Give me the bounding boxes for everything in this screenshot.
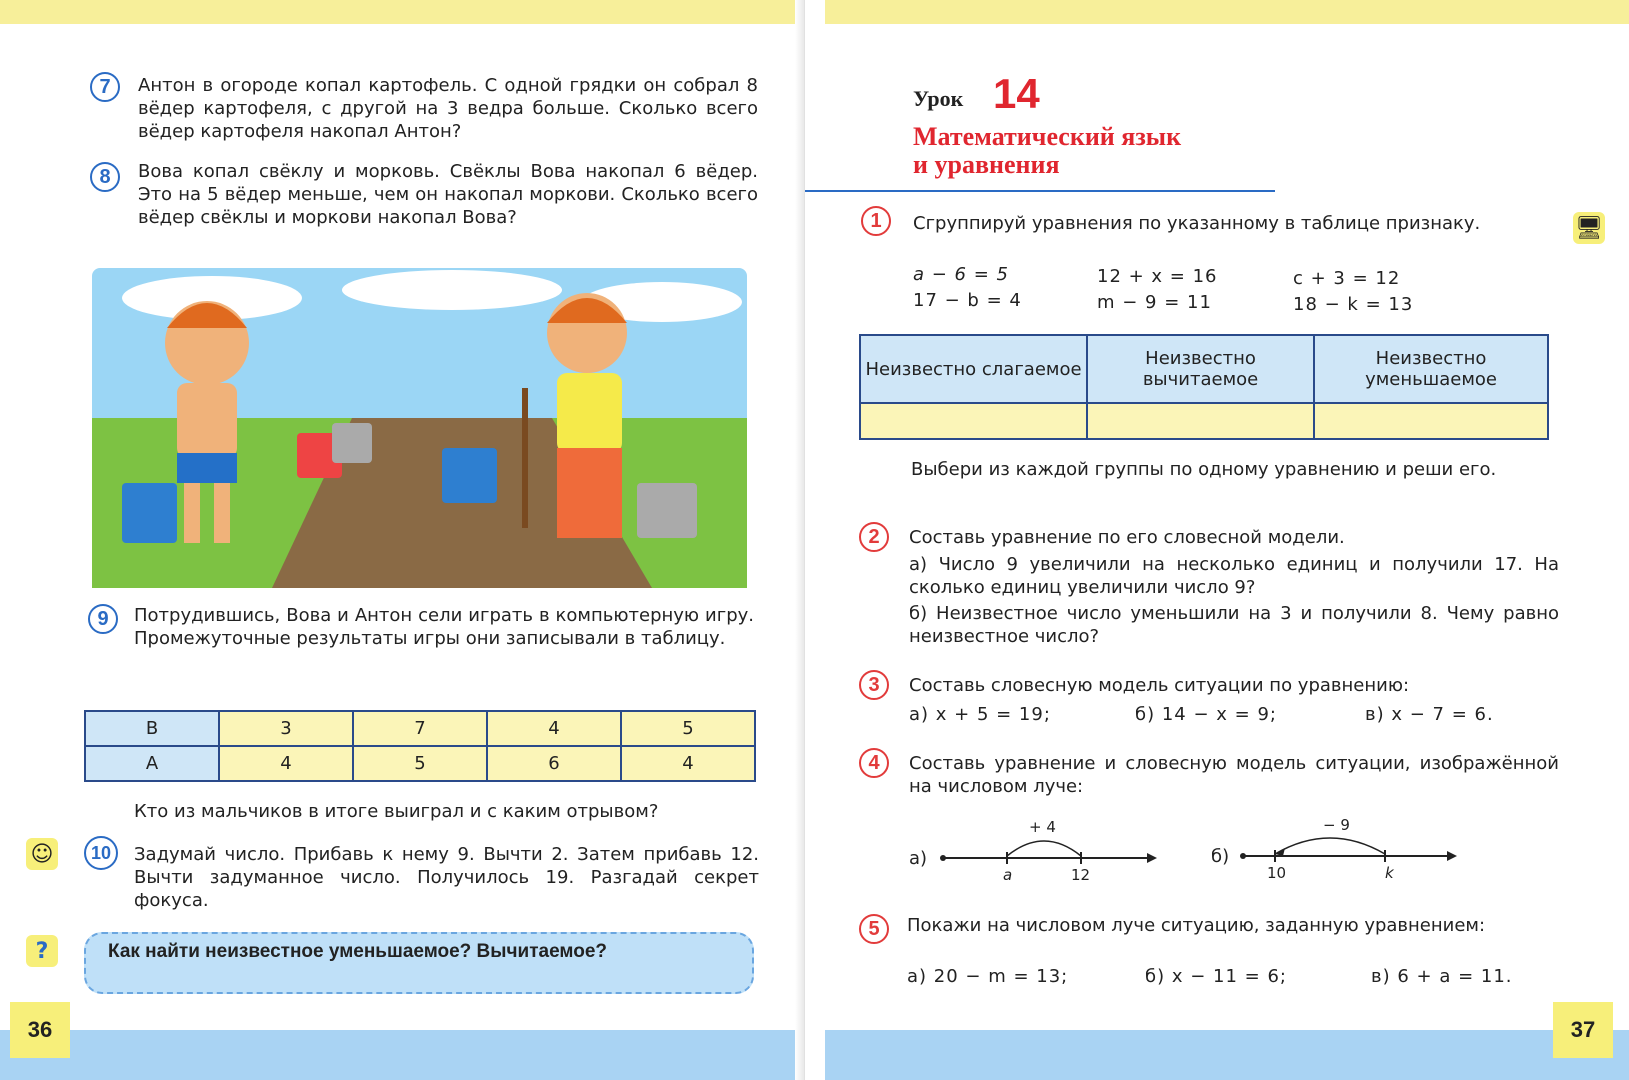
task-number-8: 8 bbox=[90, 162, 120, 192]
task-2-b: б) Неизвестное число уменьшили на 3 и получили 8. Чему равно неизвестное число? bbox=[909, 603, 1559, 647]
task-number-10: 10 bbox=[84, 836, 118, 870]
table-cell: 6 bbox=[487, 746, 621, 781]
lesson-word: Урок bbox=[913, 86, 964, 111]
illustration-boys-digging bbox=[92, 268, 747, 588]
task-4-text: Составь уравнение и словесную модель ситуации, изображённой на числовом луче: bbox=[909, 753, 1559, 797]
grouping-table bbox=[859, 334, 1549, 440]
table-cell: 5 bbox=[621, 711, 755, 746]
table-cell bbox=[860, 403, 1087, 439]
bottom-band bbox=[825, 1030, 1629, 1080]
number-line-a-label: а) bbox=[909, 848, 928, 869]
number-line-a-end: 12 bbox=[1071, 866, 1091, 884]
task-number-7: 7 bbox=[90, 72, 120, 102]
equation: c + 3 = 12 bbox=[1293, 268, 1401, 289]
task-number-1: 1 bbox=[861, 206, 891, 236]
task-5-text: Покажи на числовом луче ситуацию, заданную уравнением: bbox=[907, 915, 1486, 936]
table-cell: 4 bbox=[487, 711, 621, 746]
bottom-band bbox=[0, 1030, 805, 1080]
number-line-b-arc-label: − 9 bbox=[1323, 816, 1350, 834]
task-number-5: 5 bbox=[859, 914, 889, 944]
top-band bbox=[0, 0, 805, 24]
bucket-icon bbox=[122, 483, 177, 543]
task-2-text: Составь уравнение по его словесной модели. bbox=[909, 527, 1345, 548]
table-cell: 5 bbox=[353, 746, 487, 781]
computer-helper-icon: ☺ bbox=[26, 838, 58, 870]
row-label-a: А bbox=[85, 746, 219, 781]
equation: 18 − k = 13 bbox=[1293, 294, 1414, 315]
task-1-after: Выбери из каждой группы по одному уравнению и реши его. bbox=[911, 459, 1497, 480]
question-box: Как найти неизвестное уменьшаемое? Вычитаемое? bbox=[84, 932, 754, 994]
number-line-b-end: k bbox=[1385, 864, 1394, 882]
equation: a − 6 = 5 bbox=[913, 264, 1009, 285]
game-results-table bbox=[84, 710, 756, 782]
task-8-text: Вова копал свёклу и морковь. Свёклы Вова накопал 6 вёдер. Это на 5 вёдер меньше, чем он накопал моркови. Сколько всего вёдер свёклы и моркови накопал Вова? bbox=[138, 161, 758, 228]
equation: 12 + x = 16 bbox=[1097, 266, 1218, 287]
lesson-number: 14 bbox=[993, 70, 1040, 117]
task-9-question: Кто из мальчиков в итоге выиграл и с каким отрывом? bbox=[134, 801, 659, 822]
left-page bbox=[0, 0, 805, 1080]
equation: m − 9 = 11 bbox=[1097, 292, 1212, 313]
table-cell bbox=[1314, 403, 1548, 439]
number-line-b-label: б) bbox=[1211, 846, 1230, 867]
bucket-icon bbox=[442, 448, 497, 503]
table-row bbox=[860, 335, 1548, 403]
task-5-a: а) 20 − m = 13; bbox=[907, 966, 1069, 987]
computer-icon: 🖥 bbox=[1573, 212, 1605, 244]
task-number-4: 4 bbox=[859, 748, 889, 778]
lesson-title-line1: Математический язык bbox=[913, 122, 1182, 151]
bucket-icon bbox=[637, 483, 697, 538]
task-3-b: б) 14 − x = 9; bbox=[1135, 704, 1277, 725]
equation: 17 − b = 4 bbox=[913, 290, 1022, 311]
table-header: Неизвестно уменьшаемое bbox=[1314, 335, 1548, 403]
table-cell: 4 bbox=[621, 746, 755, 781]
right-page bbox=[805, 0, 1629, 1080]
task-10-text: Задумай число. Прибавь к нему 9. Вычти 2. Затем прибавь 12. Вычти задуманное число. Получилось 19. Разгадай секрет фокуса. bbox=[134, 844, 759, 911]
title-underline bbox=[805, 190, 1275, 192]
lesson-title-line2: и уравнения bbox=[913, 150, 1060, 179]
table-cell: 3 bbox=[219, 711, 353, 746]
table-cell: 7 bbox=[353, 711, 487, 746]
task-5-c: в) 6 + a = 11. bbox=[1371, 966, 1513, 987]
question-icon: ? bbox=[26, 935, 58, 967]
task-3-a: а) x + 5 = 19; bbox=[909, 704, 1051, 725]
task-3-text: Составь словесную модель ситуации по уравнению: bbox=[909, 675, 1410, 696]
table-row bbox=[85, 746, 755, 781]
page-number-right: 37 bbox=[1553, 1002, 1613, 1058]
table-cell: 4 bbox=[219, 746, 353, 781]
number-line-a-arc-label: + 4 bbox=[1029, 818, 1056, 836]
task-number-9: 9 bbox=[88, 604, 118, 634]
task-number-2: 2 bbox=[859, 522, 889, 552]
table-row bbox=[860, 403, 1548, 439]
bucket-icon bbox=[332, 423, 372, 463]
number-line-a-start: a bbox=[1003, 866, 1013, 884]
table-row bbox=[85, 711, 755, 746]
top-band bbox=[825, 0, 1629, 24]
task-2-a: а) Число 9 увеличили на несколько единиц и получили 17. На сколько единиц увеличили число 9? bbox=[909, 554, 1559, 598]
task-1-text: Сгруппируй уравнения по указанному в таблице признаку. bbox=[913, 213, 1481, 234]
table-header: Неизвестно вычитаемое bbox=[1087, 335, 1314, 403]
row-label-v: В bbox=[85, 711, 219, 746]
number-line-b-start: 10 bbox=[1267, 864, 1287, 882]
task-3-c: в) x − 7 = 6. bbox=[1365, 704, 1494, 725]
page-number-left: 36 bbox=[10, 1002, 70, 1058]
task-7-text: Антон в огороде копал картофель. С одной грядки он собрал 8 вёдер картофеля, с другой на 3 ведра больше. Сколько всего вёдер картофеля накопал Антон? bbox=[138, 75, 758, 142]
table-cell bbox=[1087, 403, 1314, 439]
task-5-b: б) x − 11 = 6; bbox=[1145, 966, 1287, 987]
table-header: Неизвестно слагаемое bbox=[860, 335, 1087, 403]
task-number-3: 3 bbox=[859, 670, 889, 700]
task-9-text: Потрудившись, Вова и Антон сели играть в компьютерную игру. Промежуточные результаты игры они записывали в таблицу. bbox=[134, 605, 754, 649]
